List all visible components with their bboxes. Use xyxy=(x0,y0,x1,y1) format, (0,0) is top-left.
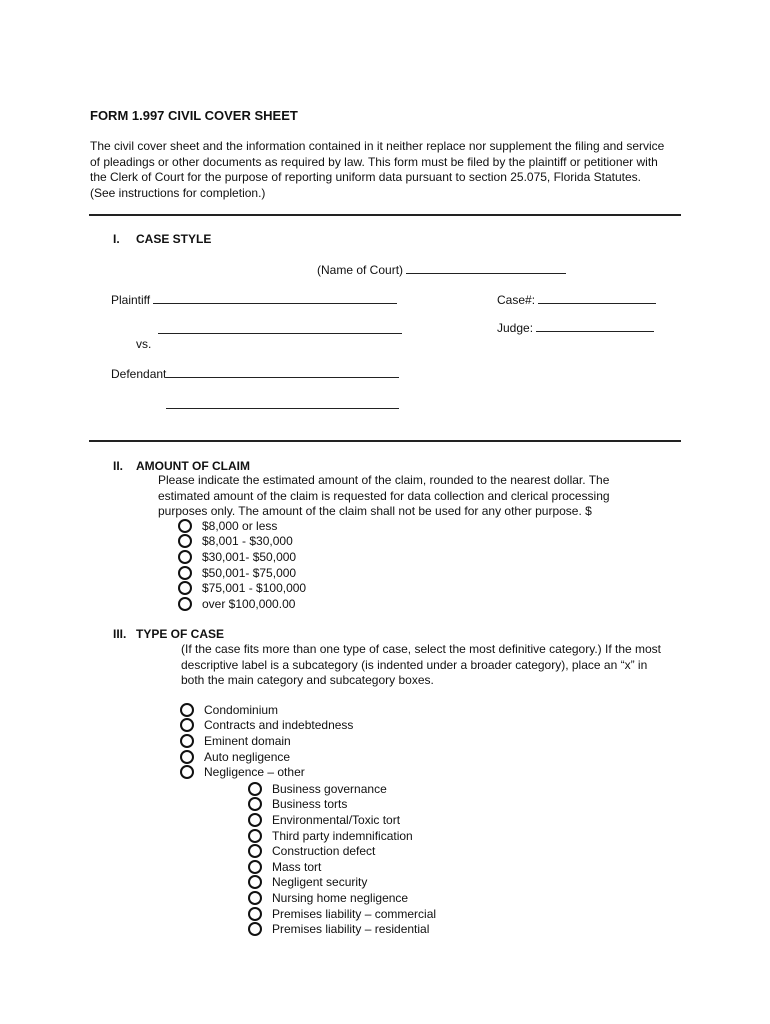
case-subcategory-label: Nursing home negligence xyxy=(272,890,409,905)
case-subcategory-label: Environmental/Toxic tort xyxy=(272,812,401,827)
case-subcategory-label: Construction defect xyxy=(272,844,376,859)
plaintiff-field-2[interactable] xyxy=(158,322,402,334)
type-instructions: (If the case fits more than one type of case, select the most definitive category.) If the most descriptive label is a subcategory (is indented under a broader category), place an “x” in both the main category and subcategory boxes. xyxy=(181,642,662,687)
case-number-row xyxy=(497,292,656,308)
radio-button-icon[interactable] xyxy=(180,750,194,764)
plaintiff-label: Plaintiff xyxy=(111,293,151,307)
radio-button-icon[interactable] xyxy=(248,813,262,827)
amount-option[interactable] xyxy=(178,534,293,550)
radio-button-icon[interactable] xyxy=(180,718,194,732)
judge-label: Judge: xyxy=(497,321,537,335)
case-subcategory[interactable] xyxy=(248,875,367,891)
section-iii-heading: TYPE OF CASE xyxy=(136,627,225,641)
section-divider xyxy=(89,440,681,442)
case-category[interactable] xyxy=(180,764,305,780)
case-number-label: Case#: xyxy=(497,293,539,307)
amount-option[interactable] xyxy=(178,518,277,534)
case-category-label: Negligence – other xyxy=(204,765,305,780)
radio-button-icon[interactable] xyxy=(178,534,192,548)
case-subcategory[interactable] xyxy=(248,828,413,844)
case-subcategory-label: Third party indemnification xyxy=(272,828,413,843)
case-subcategory[interactable] xyxy=(248,906,436,922)
court-name-field[interactable] xyxy=(406,262,566,274)
radio-button-icon[interactable] xyxy=(248,797,262,811)
case-subcategory[interactable] xyxy=(248,797,347,813)
case-subcategory[interactable] xyxy=(248,812,400,828)
case-subcategory-label: Premises liability – commercial xyxy=(272,906,437,921)
amount-option-label: $75,001 - $100,000 xyxy=(202,581,307,596)
section-divider xyxy=(89,214,681,216)
defendant-row xyxy=(111,366,399,382)
radio-button-icon[interactable] xyxy=(178,581,192,595)
radio-button-icon[interactable] xyxy=(248,875,262,889)
amount-option-label: over $100,000.00 xyxy=(202,596,296,611)
vs-label: vs. xyxy=(136,337,152,351)
intro-paragraph: The civil cover sheet and the information contained in it neither replace nor supplement the filing and service of pleadings or other documents as required by law. This form must be filed by the plaintiff or petitioner with the Clerk of Court for the purpose of reporting uniform data pursuant to section 25.075, Florida Statutes. (See instructions for completion.) xyxy=(90,139,665,200)
amount-option[interactable] xyxy=(178,565,296,581)
case-subcategory-label: Business torts xyxy=(272,797,348,812)
judge-field[interactable] xyxy=(536,320,654,332)
court-name-label: (Name of Court) xyxy=(317,263,407,277)
amount-instructions: Please indicate the estimated amount of the claim, rounded to the nearest dollar. The estimated amount of the claim is requested for data collection and clerical processing purposes only. The amount of the claim shall not be used for any other purpose. $ xyxy=(158,473,610,518)
form-title: FORM 1.997 CIVIL COVER SHEET xyxy=(90,108,298,123)
plaintiff-row xyxy=(111,292,397,308)
radio-button-icon[interactable] xyxy=(178,550,192,564)
radio-button-icon[interactable] xyxy=(178,519,192,533)
radio-button-icon[interactable] xyxy=(248,907,262,921)
case-category[interactable] xyxy=(180,702,278,718)
radio-button-icon[interactable] xyxy=(248,922,262,936)
plaintiff-line-2 xyxy=(158,322,402,338)
defendant-label: Defendant xyxy=(111,367,167,381)
amount-option[interactable] xyxy=(178,580,306,596)
case-subcategory-label: Mass tort xyxy=(272,859,322,874)
defendant-line-2 xyxy=(166,397,399,413)
radio-button-icon[interactable] xyxy=(248,860,262,874)
case-subcategory-label: Negligent security xyxy=(272,875,368,890)
amount-option-label: $8,001 - $30,000 xyxy=(202,534,293,549)
radio-button-icon[interactable] xyxy=(178,597,192,611)
case-subcategory-label: Business governance xyxy=(272,781,387,796)
case-category-label: Contracts and indebtedness xyxy=(204,718,354,733)
case-category[interactable] xyxy=(180,749,290,765)
case-subcategory-label: Premises liability – residential xyxy=(272,922,430,937)
case-subcategory[interactable] xyxy=(248,781,387,797)
radio-button-icon[interactable] xyxy=(248,844,262,858)
amount-option-label: $50,001- $75,000 xyxy=(202,565,297,580)
case-subcategory[interactable] xyxy=(248,890,408,906)
judge-row xyxy=(497,320,654,336)
amount-option[interactable] xyxy=(178,596,295,612)
case-category-label: Condominium xyxy=(204,702,279,717)
radio-button-icon[interactable] xyxy=(248,782,262,796)
amount-option[interactable] xyxy=(178,549,296,565)
section-i-numeral: I. xyxy=(113,232,120,246)
case-subcategory[interactable] xyxy=(248,859,321,875)
plaintiff-field[interactable] xyxy=(153,292,397,304)
case-category[interactable] xyxy=(180,718,353,734)
case-subcategory[interactable] xyxy=(248,843,375,859)
amount-option-label: $30,001- $50,000 xyxy=(202,549,297,564)
section-iii-numeral: III. xyxy=(113,627,127,641)
section-i-heading: CASE STYLE xyxy=(136,232,212,246)
section-ii-heading: AMOUNT OF CLAIM xyxy=(136,459,250,473)
defendant-field-2[interactable] xyxy=(166,397,399,409)
radio-button-icon[interactable] xyxy=(178,566,192,580)
radio-button-icon[interactable] xyxy=(180,765,194,779)
case-subcategory[interactable] xyxy=(248,921,429,937)
case-category-label: Auto negligence xyxy=(204,749,291,764)
defendant-field[interactable] xyxy=(166,366,399,378)
case-number-field[interactable] xyxy=(538,292,656,304)
radio-button-icon[interactable] xyxy=(248,829,262,843)
case-category-label: Eminent domain xyxy=(204,733,291,748)
radio-button-icon[interactable] xyxy=(248,891,262,905)
amount-option-label: $8,000 or less xyxy=(202,518,278,533)
court-name-row xyxy=(317,262,566,278)
radio-button-icon[interactable] xyxy=(180,734,194,748)
case-category[interactable] xyxy=(180,733,291,749)
section-ii-numeral: II. xyxy=(113,459,124,473)
radio-button-icon[interactable] xyxy=(180,703,194,717)
